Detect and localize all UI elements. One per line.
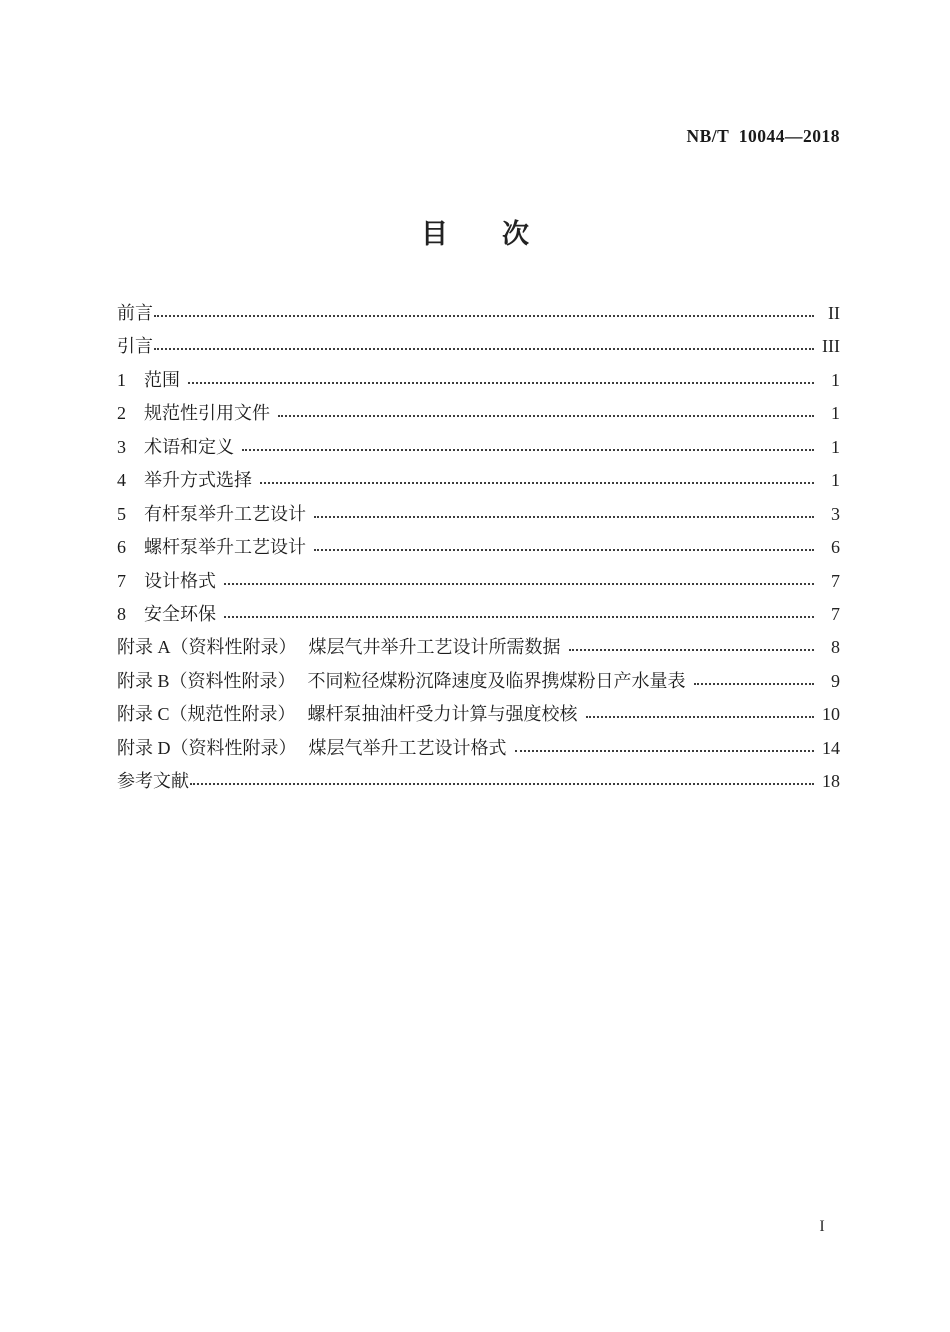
toc-leader-dots bbox=[314, 498, 814, 518]
toc-entry-label: 煤层气井举升工艺设计所需数据 bbox=[308, 637, 561, 658]
toc-entry bbox=[117, 732, 840, 765]
toc-entry-page: 1 bbox=[831, 369, 840, 390]
toc-entry-label: 规范性引用文件 bbox=[144, 403, 270, 424]
toc-entry-page: III bbox=[822, 336, 840, 357]
toc-entry-label: 引言 bbox=[117, 336, 153, 357]
toc-leader-dots bbox=[188, 364, 814, 384]
toc-entry-page: 1 bbox=[831, 436, 840, 457]
toc-entry-page: 8 bbox=[831, 637, 840, 658]
toc-entry bbox=[117, 397, 840, 430]
toc-entry-label: 范围 bbox=[144, 369, 180, 390]
toc-entry-label: 螺杆泵举升工艺设计 bbox=[144, 537, 306, 558]
toc-leader-dots bbox=[242, 431, 814, 451]
toc-entry-prefix: 2 bbox=[117, 403, 126, 424]
toc-entry-prefix: 3 bbox=[117, 436, 126, 457]
toc-entry-label: 术语和定义 bbox=[144, 436, 234, 457]
toc-entry-label: 螺杆泵抽油杆受力计算与强度校核 bbox=[307, 704, 578, 725]
toc-leader-dots bbox=[224, 565, 814, 585]
page-title: 目 次 bbox=[421, 219, 529, 249]
toc-leader-dots bbox=[190, 765, 814, 785]
toc-leader-dots bbox=[694, 665, 814, 685]
footer-page-number: I bbox=[819, 1218, 825, 1235]
toc-list bbox=[117, 297, 840, 799]
toc-entry bbox=[117, 765, 840, 798]
toc-entry bbox=[117, 698, 840, 731]
toc-leader-dots bbox=[154, 297, 814, 317]
toc-entry-prefix: 5 bbox=[117, 503, 126, 524]
toc-entry bbox=[117, 498, 840, 531]
toc-leader-dots bbox=[224, 598, 814, 618]
toc-entry-page: 14 bbox=[822, 737, 840, 758]
toc-entry-prefix: 附录 D（资料性附录） bbox=[117, 737, 297, 758]
toc-entry-page: 10 bbox=[822, 704, 840, 725]
toc-leader-dots bbox=[278, 397, 814, 417]
toc-entry-page: 1 bbox=[831, 470, 840, 491]
toc-entry bbox=[117, 431, 840, 464]
standard-doc-number: NB/T 10044—2018 bbox=[686, 126, 840, 146]
toc-entry-label: 不同粒径煤粉沉降速度及临界携煤粉日产水量表 bbox=[307, 670, 686, 691]
toc-entry-page: 9 bbox=[831, 670, 840, 691]
toc-entry bbox=[117, 464, 840, 497]
toc-entry-prefix: 8 bbox=[117, 603, 126, 624]
toc-entry-page: 7 bbox=[831, 603, 840, 624]
toc-entry bbox=[117, 631, 840, 664]
toc-entry bbox=[117, 330, 840, 363]
toc-entry-label: 前言 bbox=[117, 303, 153, 323]
toc-entry-prefix: 4 bbox=[117, 470, 126, 491]
toc-leader-dots bbox=[569, 631, 815, 651]
toc-leader-dots bbox=[586, 698, 814, 718]
toc-entry bbox=[117, 531, 840, 564]
toc-entry-label: 参考文献 bbox=[117, 771, 189, 792]
toc-entry bbox=[117, 665, 840, 698]
toc-entry-prefix: 附录 C（规范性附录） bbox=[117, 704, 296, 725]
toc-entry-page: 7 bbox=[831, 570, 840, 591]
toc-entry-page: 3 bbox=[831, 503, 840, 524]
toc-entry-page: 1 bbox=[831, 403, 840, 424]
toc-leader-dots bbox=[260, 464, 814, 484]
toc-leader-dots bbox=[314, 531, 814, 551]
toc-entry-label: 煤层气举升工艺设计格式 bbox=[308, 737, 507, 758]
toc-entry-label: 有杆泵举升工艺设计 bbox=[144, 503, 306, 524]
toc-entry-page: II bbox=[828, 303, 840, 323]
toc-entry-label: 安全环保 bbox=[144, 603, 216, 624]
toc-entry bbox=[117, 565, 840, 598]
toc-leader-dots bbox=[515, 732, 815, 752]
toc-entry-prefix: 附录 A（资料性附录） bbox=[117, 637, 297, 658]
toc-entry-prefix: 1 bbox=[117, 369, 126, 390]
toc-entry bbox=[117, 364, 840, 397]
toc-entry-label: 设计格式 bbox=[144, 570, 216, 591]
toc-entry bbox=[117, 297, 840, 330]
toc-entry-page: 18 bbox=[822, 771, 840, 792]
toc-leader-dots bbox=[154, 330, 814, 350]
toc-entry-prefix: 6 bbox=[117, 537, 126, 558]
toc-entry-prefix: 附录 B（资料性附录） bbox=[117, 670, 296, 691]
toc-entry-label: 举升方式选择 bbox=[144, 470, 252, 491]
toc-entry-page: 6 bbox=[831, 537, 840, 558]
toc-entry-prefix: 7 bbox=[117, 570, 126, 591]
toc-entry bbox=[117, 598, 840, 631]
